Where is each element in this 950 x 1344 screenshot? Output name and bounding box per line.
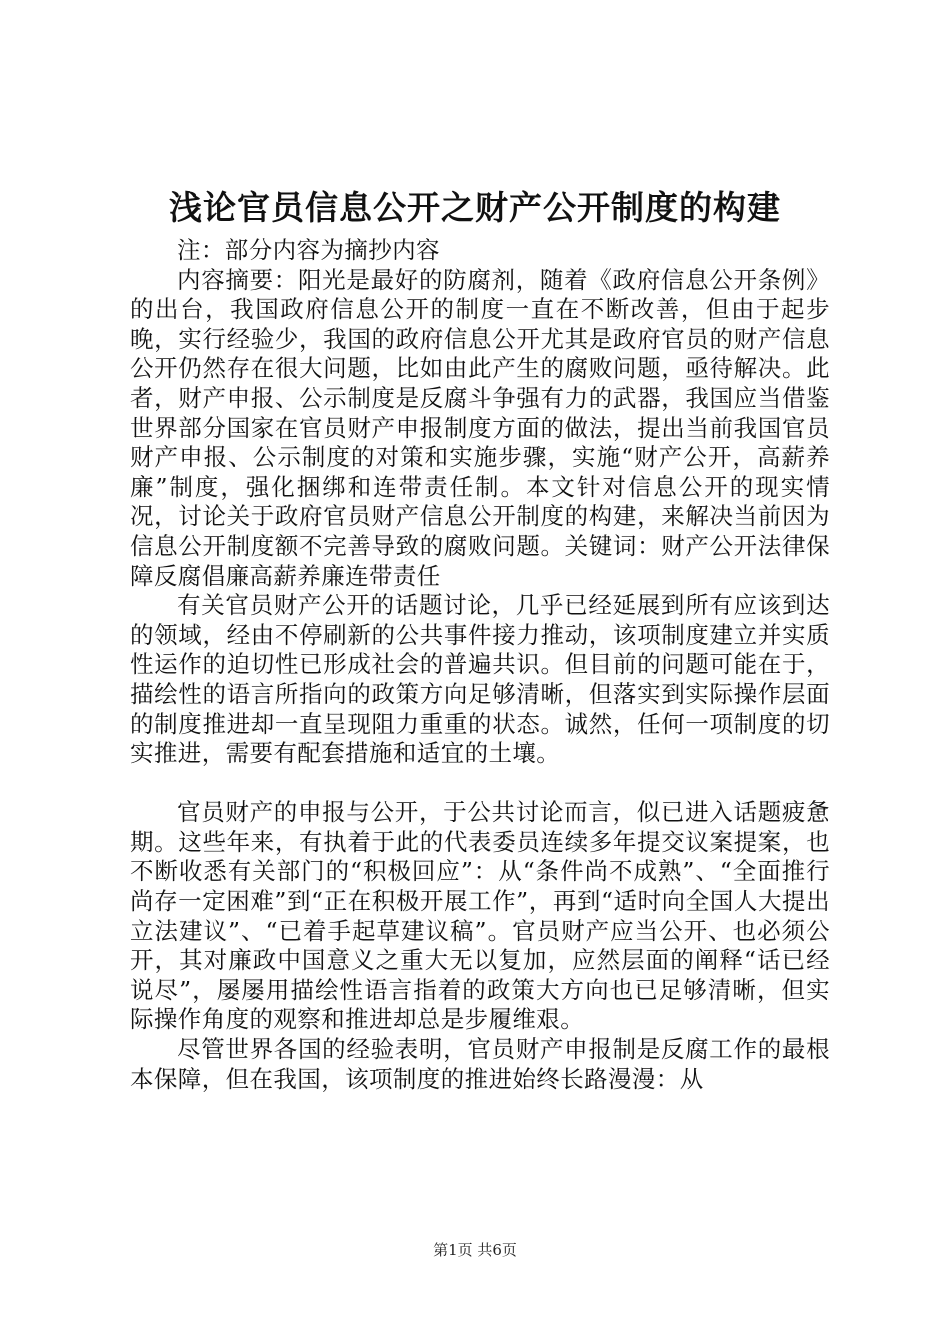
note-paragraph: 注：部分内容为摘抄内容 xyxy=(177,236,440,264)
body-paragraph: 官员财产的申报与公开，于公共讨论而言，似已进入话题疲惫期。这些年来，有执着于此的代表委员连续多年提交议案提案，也不断收悉有关部门的“积极回应”：从“条件尚不成熟”、“全面推行尚存一定困难”到“正在积极开展工作”，再到“适时向全国人大提出立法建议”、“已着手起草建议稿”。官员财产应当公开、也必须公开，其对廉政中国意义之重大无以复加，应然层面的阐释“话已经说尽”，屡屡用描绘性语言指着的政策大方向也已足够清晰，但实际操作角度的观察和推进却总是步履维艰。 xyxy=(130,798,830,1034)
abstract-paragraph: 内容摘要：阳光是最好的防腐剂，随着《政府信息公开条例》的出台，我国政府信息公开的制度一直在不断改善，但由于起步晚，实行经验少，我国的政府信息公开尤其是政府官员的财产信息公开仍然存在很大问题，比如由此产生的腐败问题，亟待解决。此者，财产申报、公示制度是反腐斗争强有力的武器，我国应当借鉴世界部分国家在官员财产申报制度方面的做法，提出当前我国官员财产申报、公示制度的对策和实施步骤，实施“财产公开，高薪养廉”制度，强化捆绑和连带责任制。本文针对信息公开的现实情况，讨论关于政府官员财产信息公开制度的构建，来解决当前因为信息公开制度额不完善导致的腐败问题。关键词：财产公开法律保障反腐倡廉高薪养廉连带责任 xyxy=(130,265,830,590)
document-title: 浅论官员信息公开之财产公开制度的构建 xyxy=(169,188,781,227)
body-paragraph: 尽管世界各国的经验表明，官员财产申报制是反腐工作的最根本保障，但在我国，该项制度的推进始终长路漫漫：从 xyxy=(130,1035,830,1093)
document-body xyxy=(130,236,830,1094)
page-number-footer: 第1页 共6页 xyxy=(433,1241,517,1259)
body-paragraph: 有关官员财产公开的话题讨论，几乎已经延展到所有应该到达的领域，经由不停刷新的公共事件接力推动，该项制度建立并实质性运作的迫切性已形成社会的普遍共识。但目前的问题可能在于，描绘性的语言所指向的政策方向足够清晰，但落实到实际操作层面的制度推进却一直呈现阻力重重的状态。诚然，任何一项制度的切实推进，需要有配套措施和适宜的土壤。 xyxy=(130,591,830,768)
